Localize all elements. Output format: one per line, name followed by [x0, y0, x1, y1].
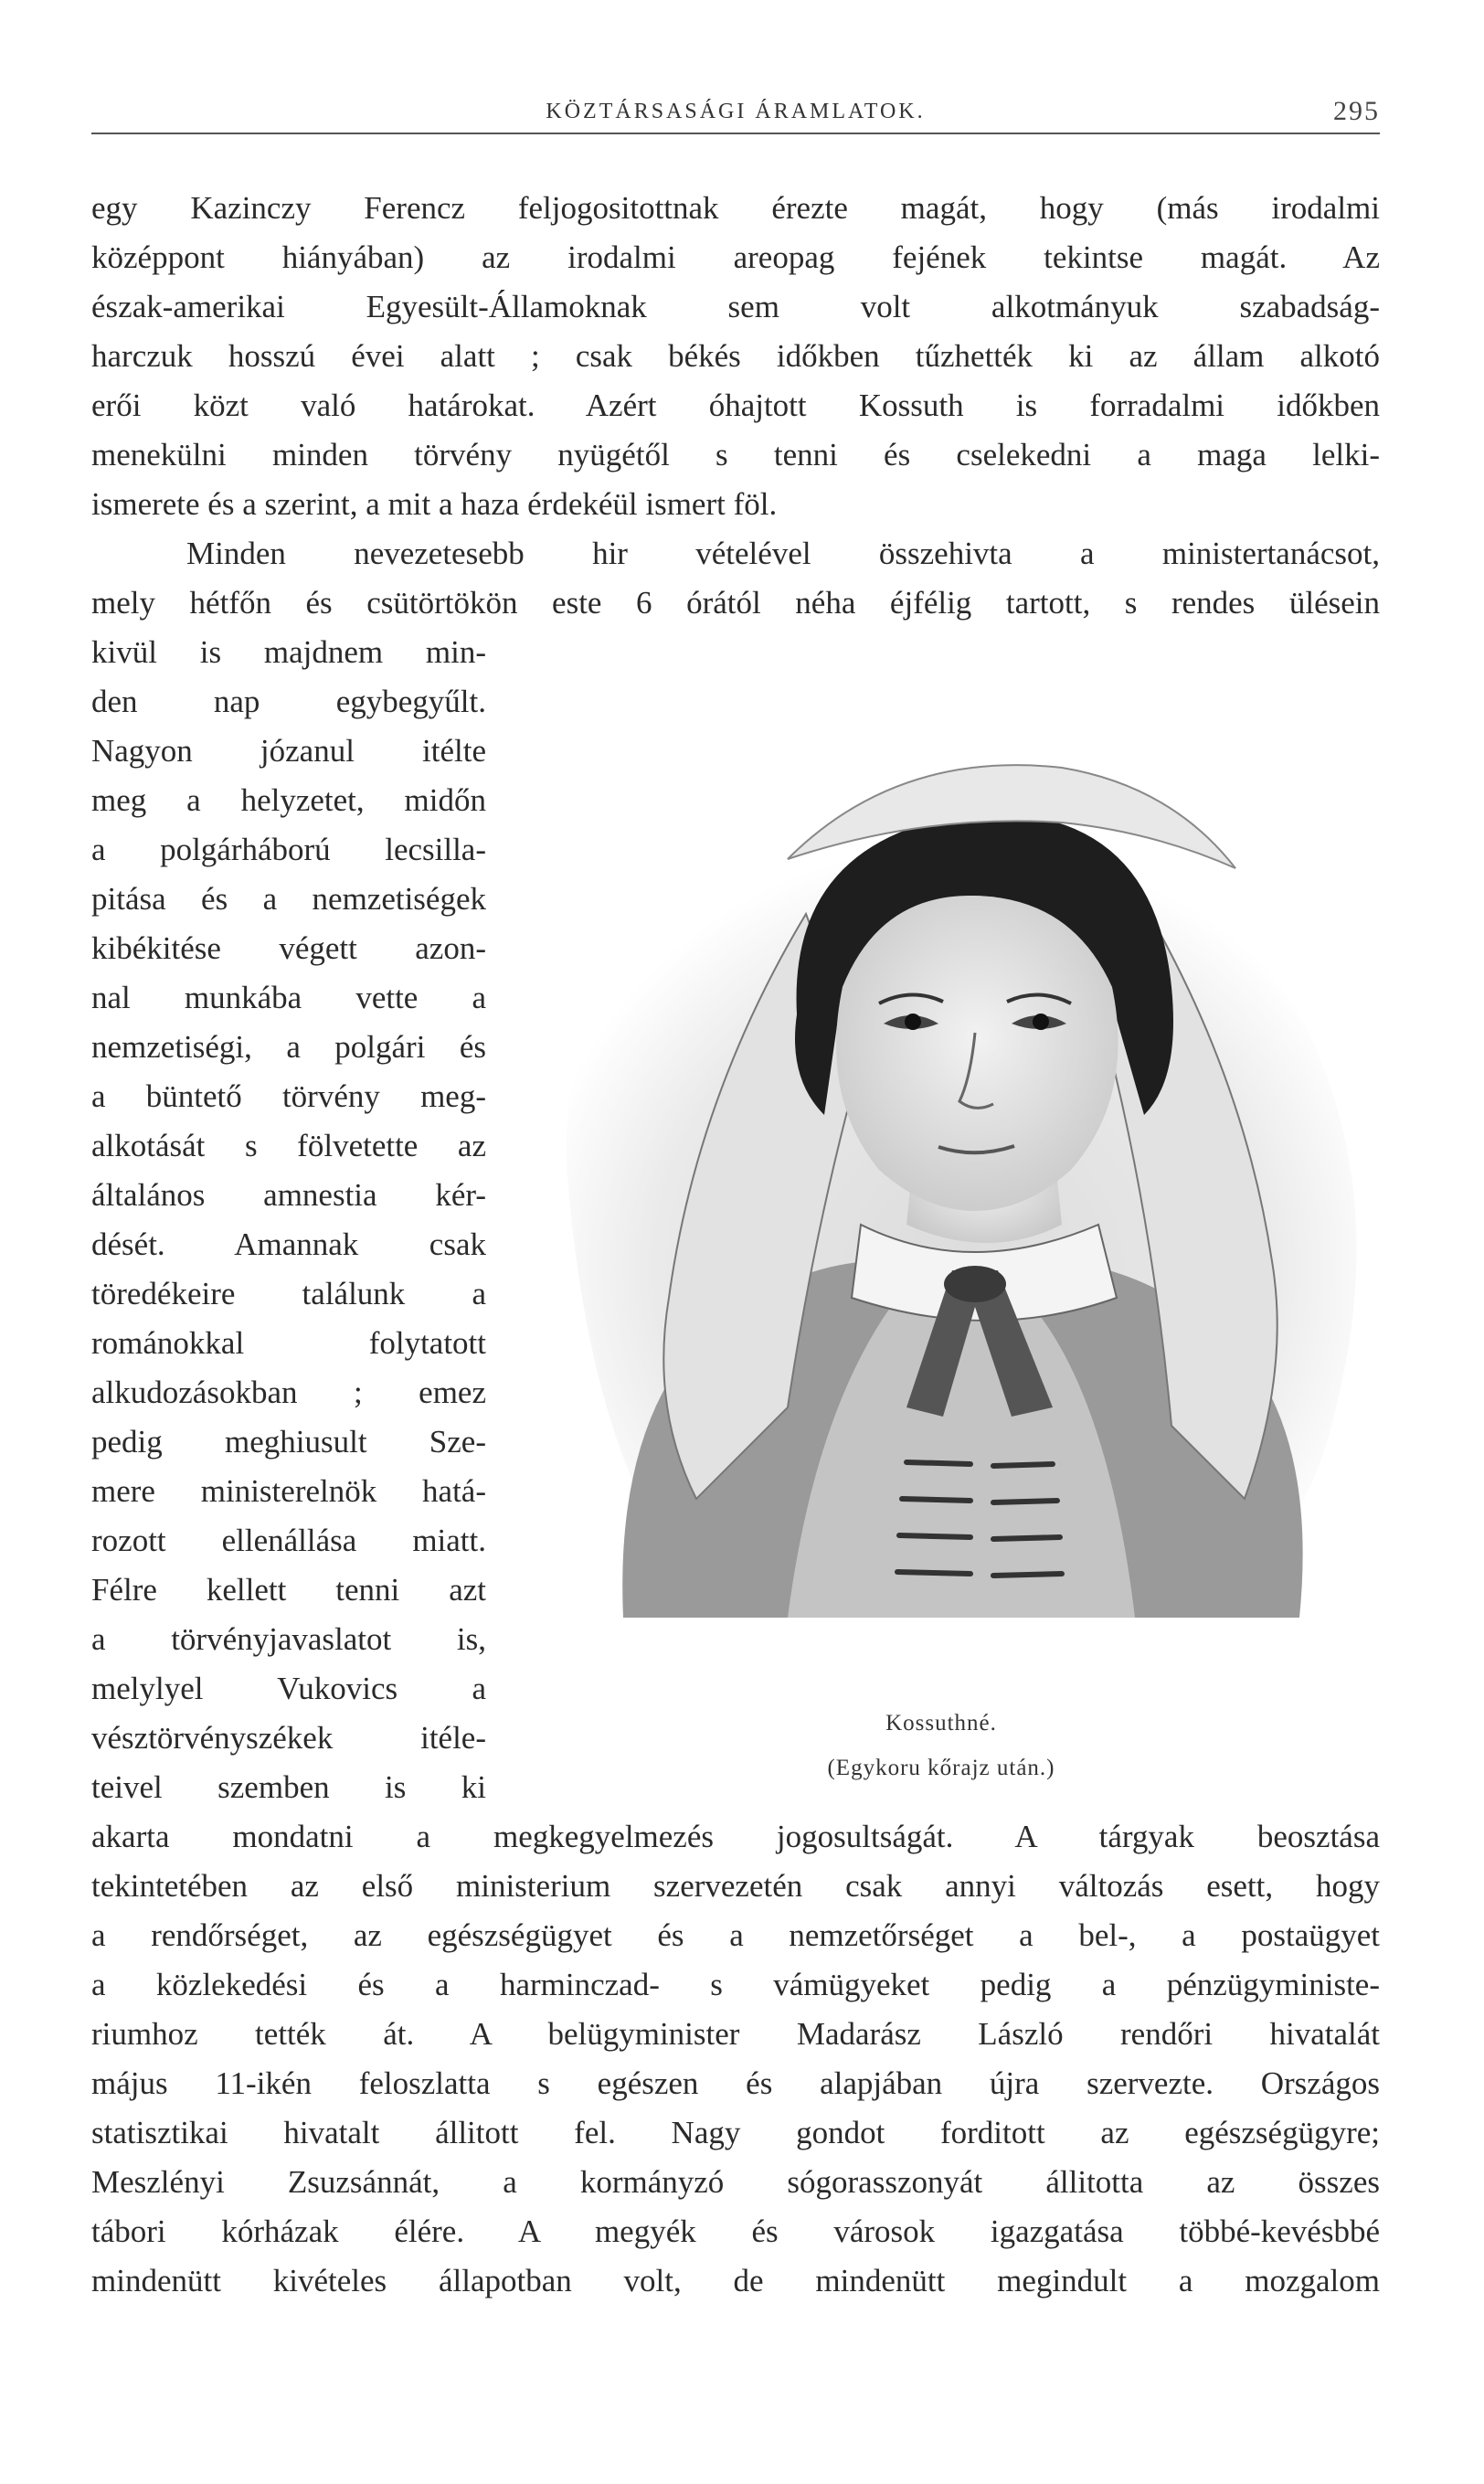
text-line: Nagyon józanul itélte — [91, 733, 486, 769]
text-line: nemzetiségi, a polgári és — [91, 1029, 486, 1065]
text-line: a polgárháború lecsilla- — [91, 832, 486, 867]
text-line: teivel szemben is ki — [91, 1769, 486, 1805]
text-line: általános amnestia kér- — [91, 1177, 486, 1213]
text-line: alkotását s fölvetette az — [91, 1128, 486, 1163]
page-header — [91, 96, 1380, 134]
text-line: egy Kazinczy Ferencz feljogositottnak érezte magát, hogy (más irodalmi — [91, 190, 1380, 226]
text-line: mere ministerelnök hatá- — [91, 1473, 486, 1509]
text-line: menekülni minden törvény nyügétől s tenni és cselekedni a maga lelki- — [91, 437, 1380, 472]
text-line: Meszlényi Zsuzsánnát, a kormányzó sógorasszonyát állitotta az összes — [91, 2164, 1380, 2200]
page-number: 295 — [1333, 96, 1380, 126]
text-line: harczuk hosszú évei alatt ; csak békés időkben tűzhették ki az állam alkotó — [91, 338, 1380, 374]
text-line: Félre kellett tenni azt — [91, 1572, 486, 1608]
text-line: erői közt való határokat. Azért óhajtott Kossuth is forradalmi időkben — [91, 387, 1380, 423]
text-line: mely hétfőn és csütörtökön este 6 órától néha éjfélig tartott, s rendes ülésein — [91, 585, 1380, 621]
text-line: kibékitése végett azon- — [91, 930, 486, 966]
text-line: alkudozásokban ; emez — [91, 1375, 486, 1410]
text-line: akarta mondatni a megkegyelmezés jogosultságát. A tárgyak beosztása — [91, 1819, 1380, 1854]
text-line: meg a helyzetet, midőn — [91, 782, 486, 818]
portrait-engraving — [514, 713, 1411, 1645]
text-line: mindenütt kivételes állapotban volt, de mindenütt megindult a mozgalom — [91, 2263, 1380, 2298]
figure-caption-subtitle: (Egykoru kőrajz után.) — [827, 1756, 1055, 1780]
text-line: románokkal folytatott — [91, 1325, 486, 1361]
text-line: den nap egybegyűlt. — [91, 684, 486, 719]
text-line: ismerete és a szerint, a mit a haza érdekéül ismert föl. — [91, 486, 778, 522]
text-line: május 11-ikén feloszlatta s egészen és alapjában újra szervezte. Országos — [91, 2065, 1380, 2101]
text-line: kivül is majdnem min- — [91, 634, 486, 670]
text-line: rozott ellenállása miatt. — [91, 1523, 486, 1558]
text-line: riumhoz tették át. A belügyminister Madarász László rendőri hivatalát — [91, 2016, 1380, 2052]
text-line: vésztörvényszékek itéle- — [91, 1720, 486, 1756]
text-line: a rendőrséget, az egészségügyet és a nemzetőrséget a bel-, a postaügyet — [91, 1917, 1380, 1953]
running-head: KÖZTÁRSASÁGI ÁRAMLATOK. — [546, 100, 926, 123]
text-line: középpont hiányában) az irodalmi areopag fejének tekintse magát. Az — [91, 239, 1380, 275]
text-line: dését. Amannak csak — [91, 1226, 486, 1262]
portrait-illustration — [514, 713, 1411, 1645]
figure-caption-title: Kossuthné. — [885, 1711, 997, 1736]
text-line: pitása és a nemzetiségek — [91, 881, 486, 917]
text-line: nal munkába vette a — [91, 980, 486, 1015]
text-line: statisztikai hivatalt állitott fel. Nagy gondot forditott az egészségügyre; — [91, 2115, 1380, 2150]
text-line: tekintetében az első ministerium szervezetén csak annyi változás esett, hogy — [91, 1868, 1380, 1904]
text-line: töredékeire találunk a — [91, 1276, 486, 1311]
text-line: tábori kórházak élére. A megyék és városok igazgatása többé-kevésbbé — [91, 2213, 1380, 2249]
text-line: melylyel Vukovics a — [91, 1671, 486, 1706]
text-line: észak-amerikai Egyesült-Államoknak sem volt alkotmányuk szabadság- — [91, 289, 1380, 324]
text-line: a közlekedési és a harminczad- s vámügyeket pedig a pénzügyministe- — [91, 1967, 1380, 2002]
text-line: a büntető törvény meg- — [91, 1078, 486, 1114]
text-line: a törvényjavaslatot is, — [91, 1621, 486, 1657]
text-line: pedig meghiusult Sze- — [91, 1424, 486, 1460]
text-line: Minden nevezetesebb hir vételével összehivta a ministertanácsot, — [186, 536, 1380, 571]
